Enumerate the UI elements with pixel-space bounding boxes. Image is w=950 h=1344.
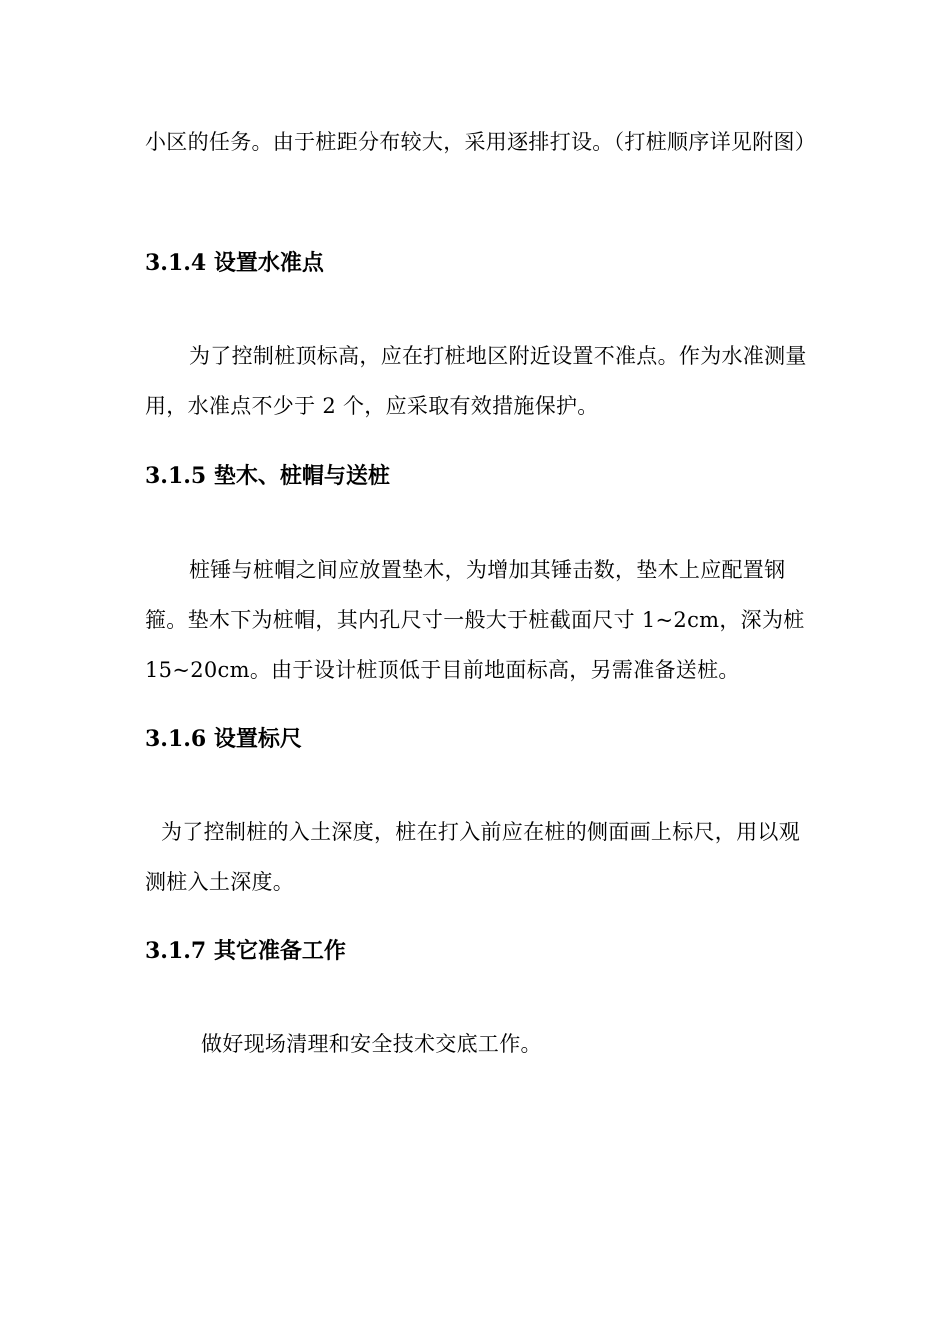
section-body-3-1-4: 为了控制桩顶标高，应在打桩地区附近设置不准点。作为水准测量用，水准点不少于 2 个，应采取有效措施保护。 xyxy=(145,344,807,418)
section-heading-3-1-4: 3.1.4 设置水准点 xyxy=(145,250,324,276)
section-body-3-1-7: 做好现场清理和安全技术交底工作。 xyxy=(201,1032,542,1056)
section-body-3-1-6: 为了控制桩的入土深度，桩在打入前应在桩的侧面画上标尺，用以观测桩入土深度。 xyxy=(145,820,800,894)
section-heading-3-1-6: 3.1.6 设置标尺 xyxy=(145,726,302,752)
intro-paragraph: 小区的任务。由于桩距分布较大，采用逐排打设。（打桩顺序详见附图） xyxy=(145,130,817,154)
section-body-3-1-5: 桩锤与桩帽之间应放置垫木，为增加其锤击数，垫木上应配置钢箍。垫木下为桩帽，其内孔尺寸一般大于桩截面尺寸 1~2cm，深为桩 15~20cm。由于设计桩顶低于目前地面标高，另需准备送桩。 xyxy=(145,558,805,682)
section-heading-3-1-5: 3.1.5 垫木、桩帽与送桩 xyxy=(145,463,390,489)
section-heading-3-1-7: 3.1.7 其它准备工作 xyxy=(145,938,346,964)
